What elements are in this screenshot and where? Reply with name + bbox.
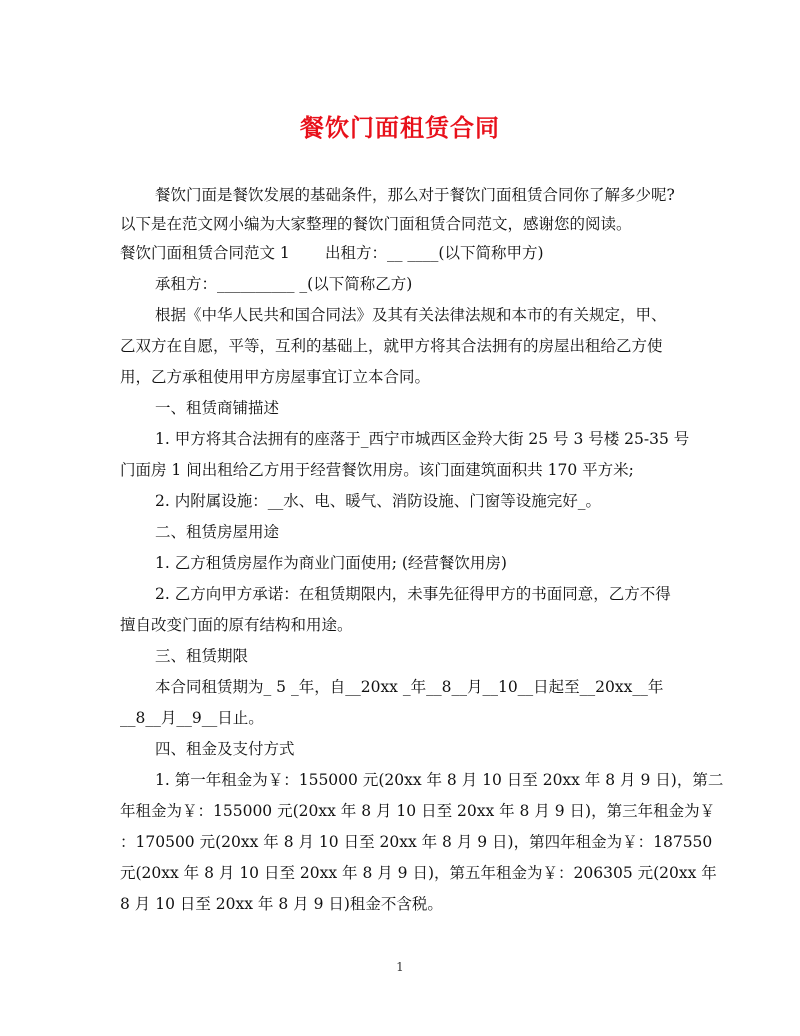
text-line: __8__月__9__日止。 bbox=[120, 709, 264, 727]
section-heading: 三、租赁期限 bbox=[155, 647, 249, 665]
text-line: 乙双方在自愿，平等，互利的基础上，就甲方将其合法拥有的房屋出租给乙方使 bbox=[120, 337, 663, 355]
text-line: ：170500 元(20xx 年 8 月 10 日至 20xx 年 8 月 9 日)，第四年租金为￥：187550 bbox=[120, 833, 713, 851]
text-line: 1. 甲方将其合法拥有的座落于_西宁市城西区金羚大街 25 号 3 号楼 25-35 号 bbox=[155, 430, 690, 448]
section-heading: 一、租赁商铺描述 bbox=[155, 399, 280, 417]
text-line: 元(20xx 年 8 月 10 日至 20xx 年 8 月 9 日)，第五年租金为￥：206305 元(20xx 年 bbox=[120, 864, 717, 882]
section-heading: 四、租金及支付方式 bbox=[155, 740, 295, 758]
section-heading: 餐饮门面租赁合同范文 1 bbox=[120, 244, 290, 262]
text-line: 8 月 10 日至 20xx 年 8 月 9 日)租金不含税。 bbox=[120, 895, 443, 913]
lessor-line: 出租方：__ ____(以下简称甲方) bbox=[325, 244, 544, 262]
text-line: 餐饮门面是餐饮发展的基础条件，那么对于餐饮门面租赁合同你了解多少呢? bbox=[155, 186, 675, 204]
text-line: 年租金为￥：155000 元(20xx 年 8 月 10 日至 20xx 年 8 月 9 日)，第三年租金为￥ bbox=[120, 802, 716, 820]
text-line: 1. 乙方租赁房屋作为商业门面使用; (经营餐饮用房) bbox=[155, 554, 507, 572]
text-line: 本合同租赁期为_ 5 _年，自__20xx _年__8__月__10__日起至__20xx__年 bbox=[155, 678, 664, 696]
text-line: 以下是在范文网小编为大家整理的餐饮门面租赁合同范文，感谢您的阅读。 bbox=[120, 215, 632, 233]
text-line: 2. 内附属设施：__水、电、暖气、消防设施、门窗等设施完好_。 bbox=[155, 492, 601, 510]
text-line: 用，乙方承租使用甲方房屋事宜订立本合同。 bbox=[120, 368, 431, 386]
text-line: 根据《中华人民共和国合同法》及其有关法律法规和本市的有关规定，甲、 bbox=[155, 306, 667, 324]
section-heading: 二、租赁房屋用途 bbox=[155, 523, 280, 541]
lessee-line: 承租方：__________ _(以下简称乙方) bbox=[155, 275, 413, 293]
text-line: 擅自改变门面的原有结构和用途。 bbox=[120, 616, 353, 634]
page-number: 1 bbox=[396, 960, 404, 974]
text-line: 1. 第一年租金为￥：155000 元(20xx 年 8 月 10 日至 20xx 年 8 月 9 日)，第二 bbox=[155, 771, 724, 789]
document-title: 餐饮门面租赁合同 bbox=[300, 113, 500, 142]
text-line: 2. 乙方向甲方承诺：在租赁期限内，未事先征得甲方的书面同意，乙方不得 bbox=[155, 585, 671, 603]
text-line: 门面房 1 间出租给乙方用于经营餐饮用房。该门面建筑面积共 170 平方米; bbox=[120, 461, 634, 479]
